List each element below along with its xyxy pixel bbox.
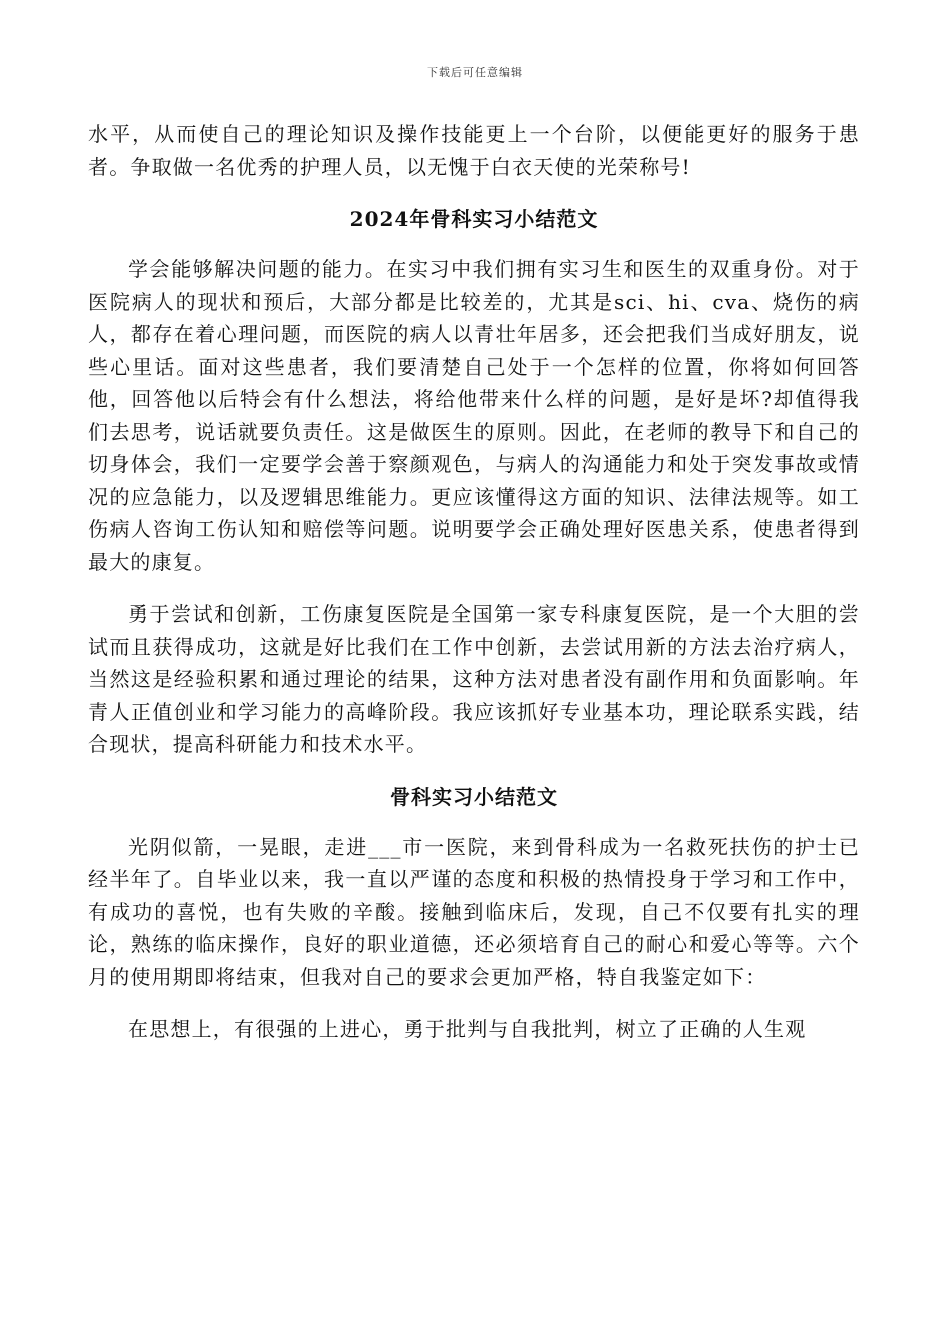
paragraph-intro: 光阴似箭，一晃眼，走进___市一医院，来到骨科成为一名救死扶伤的护士已经半年了。自毕业以来，我一直以严谨的态度和积极的热情投身于学习和工作中，有成功的喜悦，也有失败的辛酸。接触到临床后，发现，自己不仅要有扎实的理论，熟练的临床操作，良好的职业道德，还必须培育自己的耐心和爱心等等。六个月的使用期即将结束，但我对自己的要求会更加严格，特自我鉴定如下： (88, 834, 860, 989)
paragraph-ideology: 在思想上，有很强的上进心，勇于批判与自我批判，树立了正确的人生观 (128, 1017, 807, 1041)
section-heading-summary: 骨科实习小结范文 (390, 784, 558, 809)
document-body (88, 118, 860, 1046)
page-header: 下载后可任意编辑 (427, 66, 523, 79)
paragraph-innovation: 勇于尝试和创新，工伤康复医院是全国第一家专科康复医院，是一个大胆的尝试而且获得成功，这就是好比我们在工作中创新，去尝试用新的方法去治疗病人，当然这是经验积累和通过理论的结果，这种方法对患者没有副作用和负面影响。年青人正值创业和学习能力的高峰阶段。我应该抓好专业基本功，理论联系实践，结合现状，提高科研能力和技术水平。 (88, 602, 860, 756)
paragraph-continuation: 水平，从而使自己的理论知识及操作技能更上一个台阶，以便能更好的服务于患者。争取做一名优秀的护理人员，以无愧于白衣天使的光荣称号! (88, 122, 860, 179)
paragraph-problem-solving: 学会能够解决问题的能力。在实习中我们拥有实习生和医生的双重身份。对于医院病人的现状和预后，大部分都是比较差的，尤其是sci、hi、cva、烧伤的病人，都存在着心理问题，而医院的病人以青壮年居多，还会把我们当成好朋友，说些心里话。面对这些患者，我们要清楚自己处于一个怎样的位置，你将如何回答他，回答他以后特会有什么想法，将给他带来什么样的问题，是好是坏?却值得我们去思考，说话就要负责任。这是做医生的原则。因此，在老师的教导下和自己的切身体会，我们一定要学会善于察颜观色，与病人的沟通能力和处于突发事故或情况的应急能力，以及逻辑思维能力。更应该懂得这方面的知识、法律法规等。如工伤病人咨询工伤认知和赔偿等问题。说明要学会正确处理好医患关系，使患者得到最大的康复。 (88, 257, 860, 574)
section-heading-2024: 2024年骨科实习小结范文 (349, 207, 599, 231)
